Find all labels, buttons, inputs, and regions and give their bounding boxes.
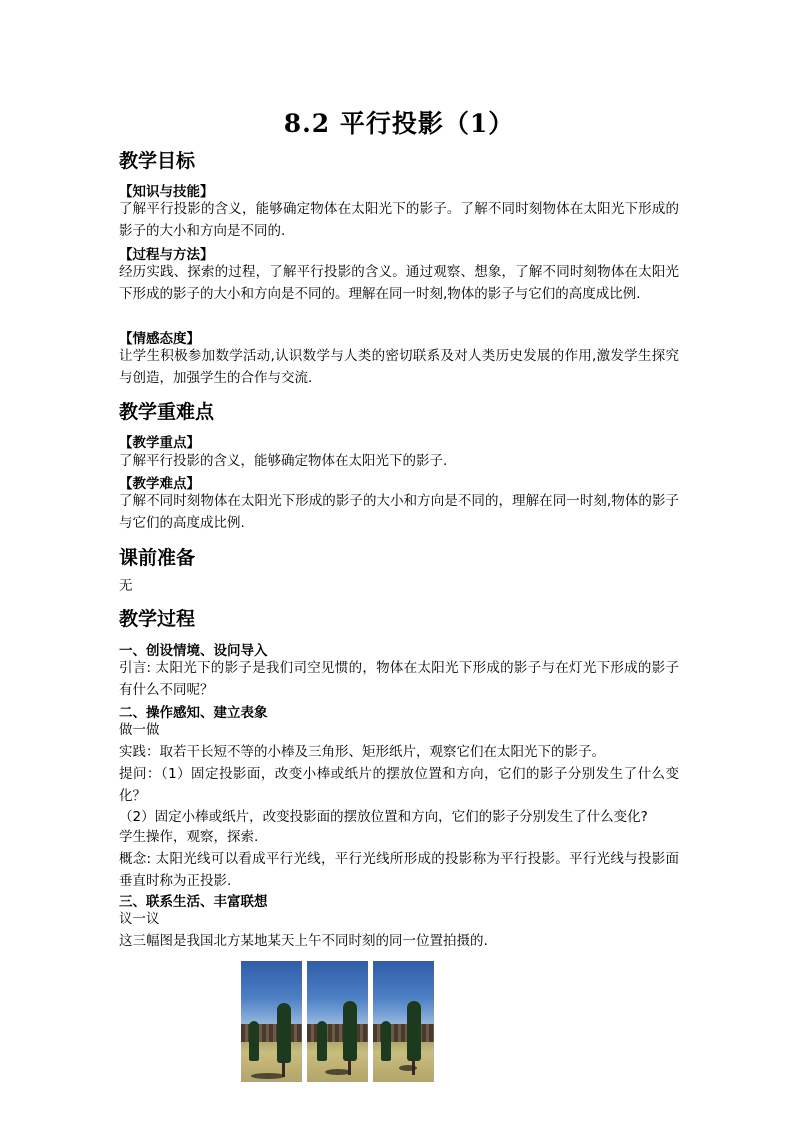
photo-morning-mid (307, 961, 368, 1082)
step1-text: 引言: 太阳光下的影子是我们司空见惯的，物体在太阳光下形成的影子与在灯光下形成的影子有什么不同呢？ (119, 660, 679, 698)
key-label: 【教学重点】 (119, 435, 200, 451)
step2-question2: （2）固定小棒或纸片，改变投影面的摆放位置和方向，它们的影子分别发生了什么变化? (119, 809, 648, 825)
process-heading: 教学过程 (119, 608, 196, 630)
step2-students: 学生操作，观察，探索. (119, 829, 259, 845)
step2-concept: 概念: 太阳光线可以看成平行光线，平行光线所形成的投影称为平行投影。平行光线与投影面垂直时称为正投影. (119, 851, 679, 889)
step3-text: 这三幅图是我国北方某地某天上午不同时刻的同一位置拍摄的. (119, 933, 488, 949)
emotion-text: 让学生积极参加数学活动,认识数学与人类的密切联系及对人类历史发展的作用,激发学生探究与创造，加强学生的合作与交流. (119, 348, 679, 386)
step2-label: 二、操作感知、建立表象 (119, 705, 268, 721)
page-title: 8.2 平行投影（1） (283, 109, 515, 138)
goals-heading: 教学目标 (119, 150, 196, 172)
difficult-text: 了解不同时刻物体在太阳光下形成的影子的大小和方向是不同的，理解在同一时刻,物体的影子与它们的高度成比例. (119, 493, 679, 531)
step2-practice: 实践：取若干长短不等的小棒及三角形、矩形纸片，观察它们在太阳光下的影子。 (119, 744, 605, 760)
shadow-photo-strip (241, 961, 434, 1082)
knowledge-label: 【知识与技能】 (119, 184, 214, 200)
preparation-text: 无 (119, 578, 133, 594)
emotion-label: 【情感态度】 (119, 331, 200, 347)
key-points-heading: 教学重难点 (119, 401, 215, 423)
step3-label: 三、联系生活、丰富联想 (119, 894, 268, 910)
preparation-heading: 课前准备 (119, 547, 196, 569)
photo-morning-late (373, 961, 434, 1082)
step1-label: 一、创设情境、设问导入 (119, 643, 268, 659)
process-label: 【过程与方法】 (119, 247, 214, 263)
key-text: 了解平行投影的含义，能够确定物体在太阳光下的影子. (119, 453, 448, 469)
step2-do: 做一做 (119, 722, 160, 738)
process-text: 经历实践、探索的过程，了解平行投影的含义。通过观察、想象，了解不同时刻物体在太阳光下形成的影子的大小和方向是不同的。理解在同一时刻,物体的影子与它们的高度成比例. (119, 264, 679, 302)
step2-question1: 提问：（1）固定投影面，改变小棒或纸片的摆放位置和方向，它们的影子分别发生了什么变化？ (119, 766, 679, 804)
step3-discuss: 议一议 (119, 911, 160, 927)
photo-morning-early (241, 961, 302, 1082)
difficult-label: 【教学难点】 (119, 476, 200, 492)
knowledge-text: 了解平行投影的含义，能够确定物体在太阳光下的影子。了解不同时刻物体在太阳光下形成的影子的大小和方向是不同的. (119, 201, 679, 239)
